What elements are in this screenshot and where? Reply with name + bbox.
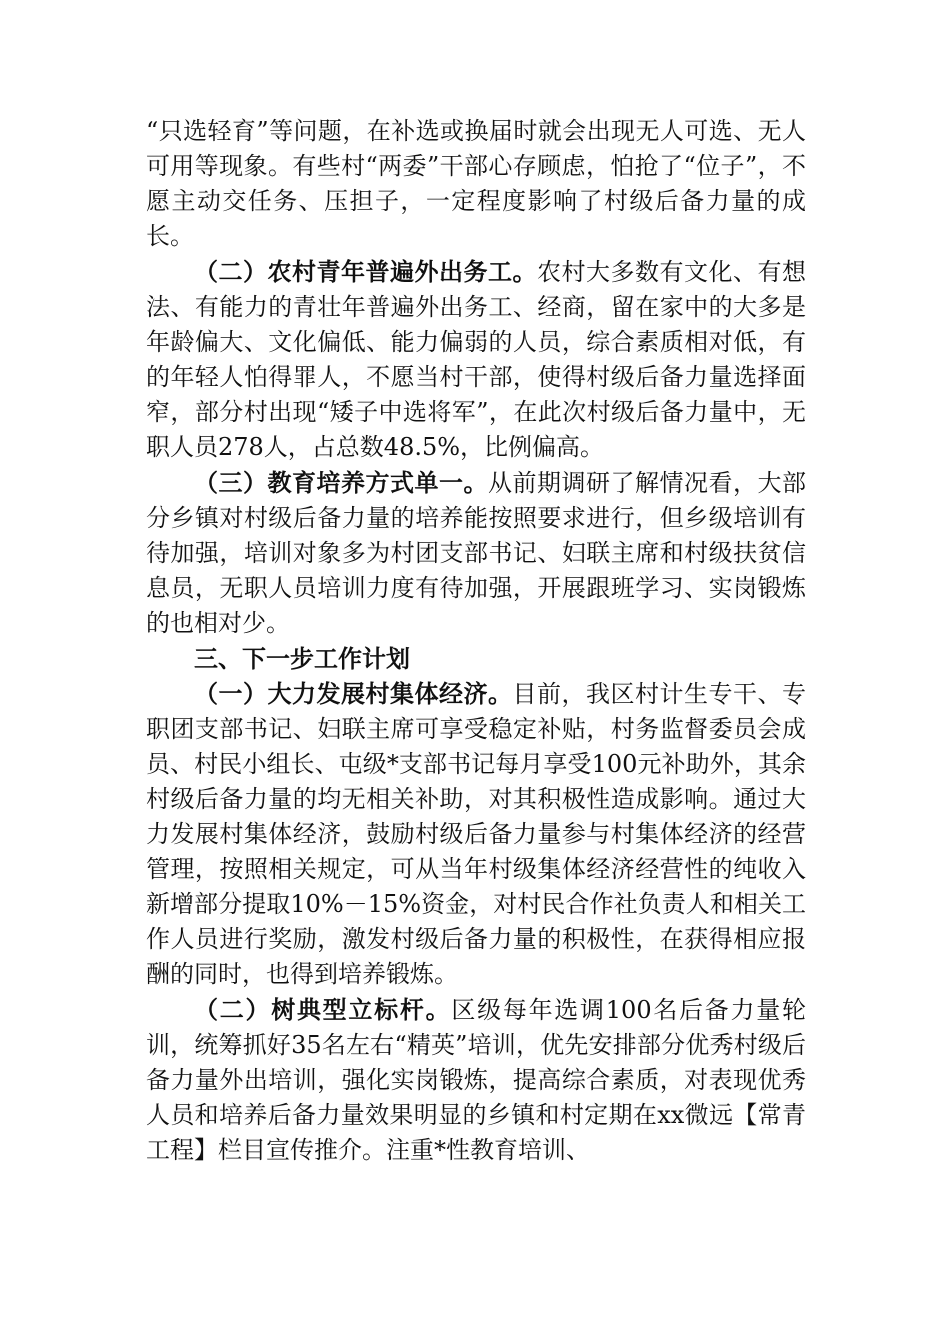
paragraph-text: “只选轻育”等问题，在补选或换届时就会出现无人可选、无人可用等现象。有些村“两委”干部心存顾虑，怕抢了“位子”，不愿主动交任务、压担子，一定程度影响了村级后备力量的成长。 <box>146 117 806 250</box>
paragraph-role-models <box>146 992 806 1168</box>
paragraph-lead: （三）教育培养方式单一。 <box>194 468 488 497</box>
paragraph-text: 农村大多数有文化、有想法、有能力的青壮年普遍外出务工、经商，留在家中的大多是年龄偏大、文化偏低、能力偏弱的人员，综合素质相对低，有的年轻人怕得罪人，不愿当村干部，使得村级后备力量选择面窄，部分村出现“矮子中选将军”，在此次村级后备力量中，无职人员278人，占总数48.5%，比例偏高。 <box>146 258 806 461</box>
paragraph-text: 目前，我区村计生专干、专职团支部书记、妇联主席可享受稳定补贴，村务监督委员会成员、村民小组长、屯级*支部书记每月享受100元补助外，其余村级后备力量的均无相关补助，对其积极性造成影响。通过大力发展村集体经济，鼓励村级后备力量参与村集体经济的经营管理，按照相关规定，可从当年村级集体经济经营性的纯收入新增部分提取10%－15%资金，对村民合作社负责人和相关工作人员进行奖励，激发村级后备力量的积极性，在获得相应报酬的同时，也得到培养锻炼。 <box>146 680 806 988</box>
paragraph-text: 从前期调研了解情况看，大部分乡镇对村级后备力量的培养能按照要求进行，但乡级培训有待加强，培训对象多为村团支部书记、妇联主席和村级扶贫信息员，无职人员培训力度有待加强，开展跟班学习、实岗锻炼的也相对少。 <box>146 469 806 637</box>
paragraph-continued <box>146 114 806 254</box>
paragraph-training-method <box>146 465 806 641</box>
document-page <box>146 114 806 1168</box>
paragraph-lead: （二）农村青年普遍外出务工。 <box>194 257 537 286</box>
paragraph-collective-economy <box>146 676 806 992</box>
section-heading: 三、下一步工作计划 <box>194 644 410 673</box>
paragraph-text: 区级每年选调100名后备力量轮训，统筹抓好35名左右“精英”培训，优先安排部分优秀村级后备力量外出培训，强化实岗锻炼，提高综合素质，对表现优秀人员和培养后备力量效果明显的乡镇和村定期在xx微远【常青工程】栏目宣传推介。注重*性教育培训、 <box>146 996 806 1164</box>
paragraph-rural-youth <box>146 254 806 465</box>
paragraph-lead: （一）大力发展村集体经济。 <box>194 679 513 708</box>
paragraph-lead: （二）树典型立标杆。 <box>194 995 452 1024</box>
